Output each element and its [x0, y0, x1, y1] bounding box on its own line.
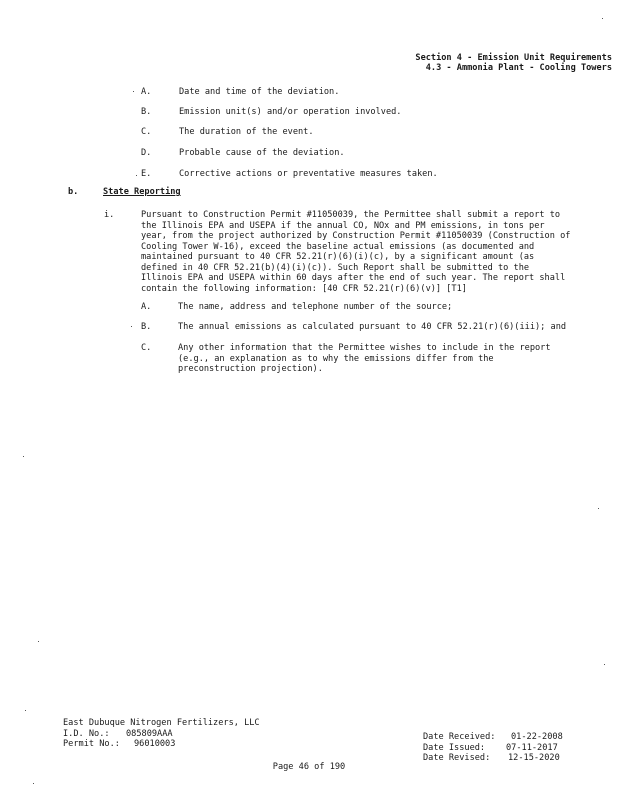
list-item-letter: A. [141, 302, 152, 312]
scan-speck [25, 710, 26, 711]
company-name: East Dubuque Nitrogen Fertilizers, LLC [63, 718, 260, 728]
date-received-value: 01-22-2008 [511, 732, 563, 742]
scan-speck [136, 175, 137, 176]
list-item-letter: C. [141, 127, 152, 137]
page-number: Page 46 of 190 [272, 762, 346, 772]
scan-speck [23, 456, 24, 457]
list-item-letter: D. [141, 148, 152, 158]
list-item-text: Emission unit(s) and/or operation involved. [179, 107, 402, 117]
subsection-header: 4.3 - Ammonia Plant - Cooling Towers [425, 63, 612, 73]
paragraph-line: defined in 40 CFR 52.21(b)(4)(i)(c)). Such Report shall be submitted to the [141, 262, 530, 273]
id-value: 085809AAA [126, 728, 173, 739]
section-header: Section 4 - Emission Unit Requirements [415, 53, 612, 63]
id-label: I.D. No.: [63, 728, 110, 739]
permit-value: 96010003 [134, 739, 176, 749]
permit-label: Permit No.: [63, 739, 120, 749]
paragraph-line: year, from the project authorized by Construction Permit #11050039 (Construction of [141, 231, 571, 241]
scan-speck [133, 91, 134, 92]
scan-speck [604, 664, 605, 665]
scan-speck [131, 326, 132, 327]
scan-speck [33, 783, 34, 784]
list-item-text: The duration of the event. [179, 127, 314, 137]
list-item-text: The name, address and telephone number of the source; [178, 302, 453, 312]
date-received-label: Date Received: [423, 732, 496, 742]
list-item-text: Any other information that the Permittee wishes to include in the report [178, 343, 551, 353]
list-item-text: Probable cause of the deviation. [179, 148, 345, 158]
paragraph-line: contain the following information: [40 CFR 52.21(r)(6)(v)] [T1] [141, 283, 467, 294]
paragraph-line: maintained pursuant to 40 CFR 52.21(r)(6)(i)(c), by a significant amount (as [141, 252, 535, 262]
section-letter: b. [68, 187, 79, 197]
paragraph-number: i. [104, 210, 115, 220]
list-item-text: Date and time of the deviation. [179, 87, 340, 97]
date-issued-value: 07-11-2017 [506, 742, 558, 753]
scan-speck [598, 508, 599, 509]
paragraph-line: Pursuant to Construction Permit #11050039, the Permittee shall submit a report to [141, 210, 561, 220]
list-item-letter: C. [141, 343, 152, 353]
list-item-letter: B. [141, 107, 152, 117]
paragraph-line: Cooling Tower W-16), exceed the baseline actual emissions (as documented and [141, 241, 535, 252]
scan-speck [38, 641, 39, 642]
list-item-text: preconstruction projection). [178, 364, 323, 374]
section-title: State Reporting [103, 187, 181, 197]
paragraph-line: the Illinois EPA and USEPA if the annual CO, NOx and PM emissions, in tons per [141, 220, 545, 231]
paragraph-line: Illinois EPA and USEPA within 60 days after the end of such year. The report shall [141, 273, 566, 283]
list-item-letter: A. [141, 87, 152, 97]
list-item-text: (e.g., an explanation as to why the emissions differ from the [178, 353, 494, 364]
list-item-text: The annual emissions as calculated pursuant to 40 CFR 52.21(r)(6)(iii); and [178, 322, 567, 332]
list-item-letter: B. [141, 322, 152, 332]
date-revised-value: 12-15-2020 [508, 753, 560, 763]
date-issued-label: Date Issued: [423, 742, 486, 753]
date-revised-label: Date Revised: [423, 753, 491, 763]
scan-speck [602, 18, 603, 19]
list-item-letter: E. [141, 169, 152, 179]
list-item-text: Corrective actions or preventative measures taken. [179, 169, 438, 179]
